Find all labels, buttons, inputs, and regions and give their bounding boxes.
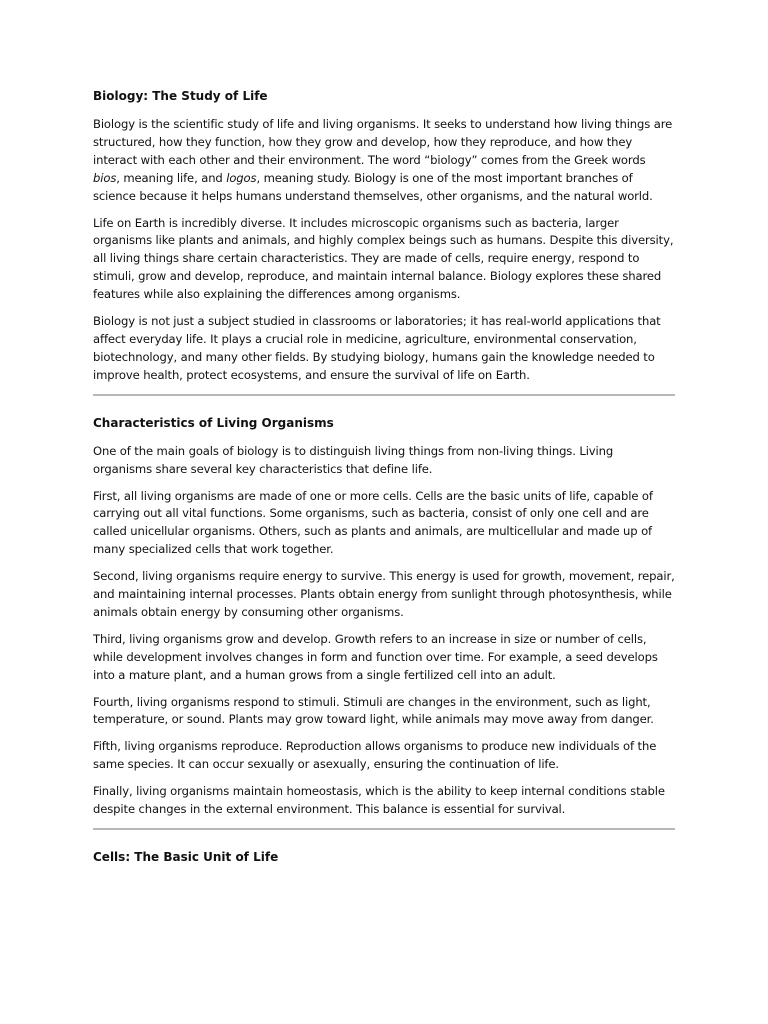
section-cells — [93, 849, 675, 866]
paragraph — [93, 313, 675, 385]
paragraph — [93, 783, 675, 819]
text-run: First, all living organisms are made of one or more cells. Cells are the basic units of life, capable of carrying out all vital functions. Some organisms, such as bacteria, consist of only one cell and are called unicellular organisms. Others, such as plants and animals, are multicellular and made up of many specialized cells that work together. — [93, 488, 653, 557]
italic-term: logos — [226, 170, 257, 185]
section-heading: Cells: The Basic Unit of Life — [93, 850, 279, 864]
section-biology-study-of-life — [93, 88, 675, 385]
text-run: , meaning life, and — [116, 170, 227, 185]
paragraph — [93, 215, 675, 305]
paragraph — [93, 116, 675, 206]
text-run: Fifth, living organisms reproduce. Reproduction allows organisms to produce new individuals of the same species. It can occur sexually or asexually, ensuring the continuation of life. — [93, 739, 657, 772]
section-heading: Characteristics of Living Organisms — [93, 415, 334, 430]
paragraph — [93, 568, 675, 622]
text-run: , meaning study. Biology is one of the most important branches of science because it helps humans understand themselves, other organisms, and the natural world. — [93, 170, 653, 203]
section-characteristics — [93, 415, 675, 819]
paragraph — [93, 488, 675, 560]
italic-term: bios — [93, 170, 117, 185]
section-divider — [93, 828, 675, 830]
text-run: Third, living organisms grow and develop. Growth refers to an increase in size or number of cells, while development involves changes in form and function over time. For example, a seed develops into a mature plant, and a human grows from a single fertilized cell into an adult. — [93, 631, 658, 682]
text-run: Second, living organisms require energy to survive. This energy is used for growth, movement, repair, and maintaining internal processes. Plants obtain energy from sunlight through photosynthesis, while animals obtain energy by consuming other organisms. — [93, 569, 675, 619]
section-divider — [93, 394, 675, 396]
paragraph — [93, 738, 675, 774]
text-run: Life on Earth is incredibly diverse. It includes microscopic organisms such as bacteria, larger organisms like plants and animals, and highly complex beings such as humans. Despite this diversity, all living things share certain characteristics. They are made of cells, require energy, respond to stimuli, grow and develop, reproduce, and maintain internal balance. Biology explores these shared features while also explaining the differences among organisms. — [93, 215, 674, 302]
text-run: Finally, living organisms maintain homeostasis, which is the ability to keep internal conditions stable despite changes in the external environment. This balance is essential for survival. — [93, 784, 665, 817]
paragraph — [93, 631, 675, 685]
paragraph — [93, 694, 675, 730]
document-page — [93, 88, 675, 877]
section-heading: Biology: The Study of Life — [93, 89, 268, 103]
text-run: Biology is the scientific study of life and living organisms. It seeks to understand how living things are structured, how they function, how they grow and develop, how they reproduce, and how they interact with each other and their environment. The word “biology” comes from the Greek words — [93, 117, 673, 167]
text-run: Biology is not just a subject studied in classrooms or laboratories; it has real-world applications that affect everyday life. It plays a crucial role in medicine, agriculture, environmental conservation, biotechnology, and many other fields. By studying biology, humans gain the knowledge needed to improve health, protect ecosystems, and ensure the survival of life on Earth. — [93, 314, 661, 382]
paragraph — [93, 443, 675, 479]
text-run: One of the main goals of biology is to distinguish living things from non-living things. Living organisms share several key characteristics that define life. — [93, 443, 614, 476]
text-run: Fourth, living organisms respond to stimuli. Stimuli are changes in the environment, such as light, temperature, or sound. Plants may grow toward light, while animals may move away from danger. — [93, 694, 654, 727]
